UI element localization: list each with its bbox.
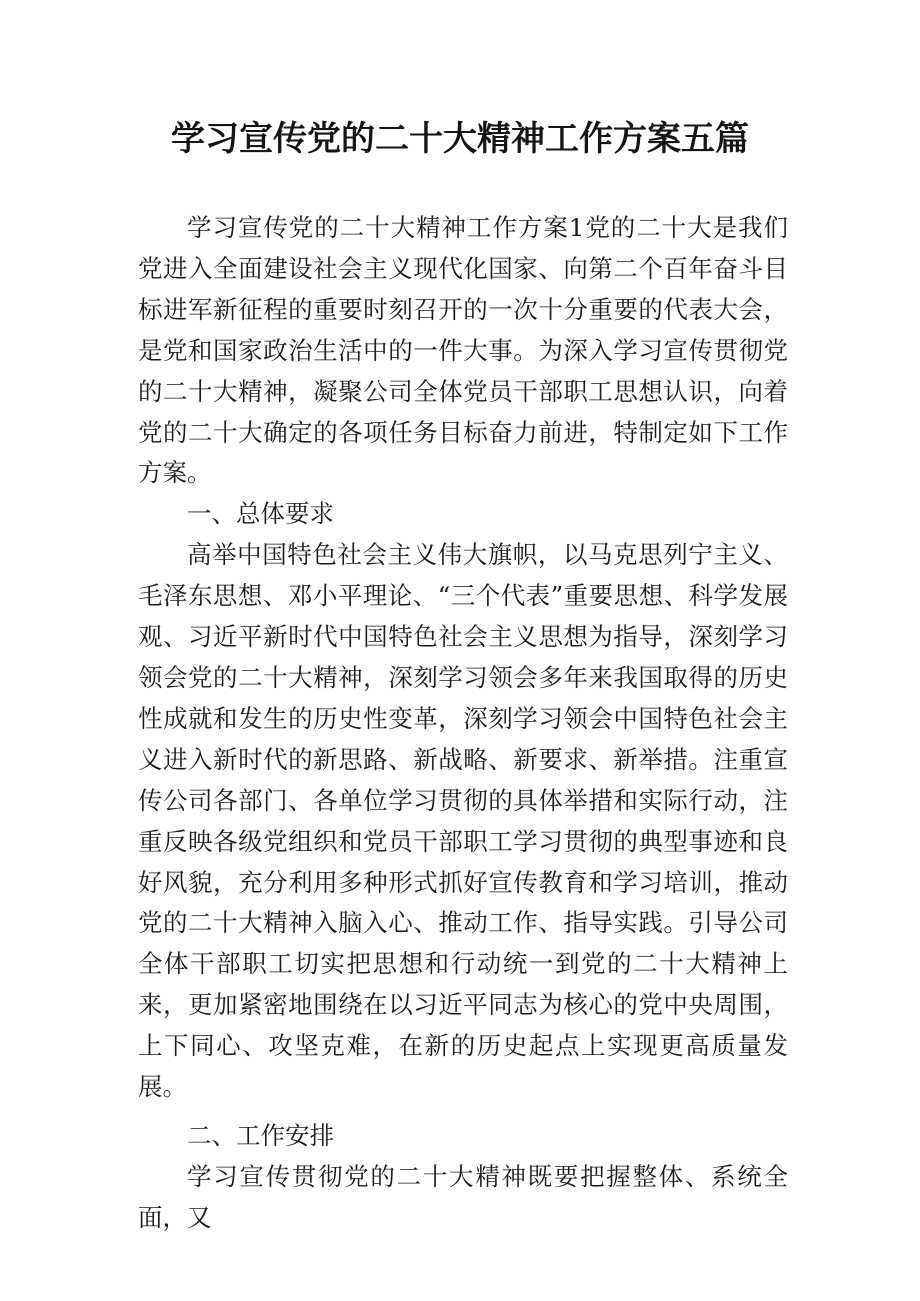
section-heading-work-arrangement: 二、工作安排 xyxy=(187,1120,334,1150)
paragraph-general-requirements: 高举中国特色社会主义伟大旗帜，以马克思列宁主义、毛泽东思想、邓小平理论、“三个代表”重要思想、科学发展观、习近平新时代中国特色社会主义思想为指导，深刻学习领会党的二十大精神，深刻学习领会多年来我国取得的历史性成就和发生的历史性变革，深刻学习领会中国特色社会主义进入新时代的新思路、新战略、新要求、新举措。注重宣传公司各部门、各单位学习贯彻的具体举措和实际行动，注重反映各级党组织和党员干部职工学习贯彻的典型事迹和良好风貌，充分利用多种形式抓好宣传教育和学习培训，推动党的二十大精神入脑入心、推动工作、指导实践。引导公司全体干部职工切实把思想和行动统一到党的二十大精神上来，更加紧密地围绕在以习近平同志为核心的党中央周围，上下同心、攻坚克难，在新的历史起点上实现更高质量发展。 xyxy=(138,540,788,1102)
paragraph-intro: 学习宣传党的二十大精神工作方案1党的二十大是我们党进入全面建设社会主义现代化国家、向第二个百年奋斗目标进军新征程的重要时刻召开的一次十分重要的代表大会，是党和国家政治生活中的一件大事。为深入学习宣传贯彻党的二十大精神，凝聚公司全体党员干部职工思想认识，向着党的二十大确定的各项任务目标奋力前进，特制定如下工作方案。 xyxy=(138,213,788,488)
paragraph-work-arrangement: 学习宣传贯彻党的二十大精神既要把握整体、系统全面，又 xyxy=(138,1161,788,1232)
document-title: 学习宣传党的二十大精神工作方案五篇 xyxy=(171,119,749,159)
document-body xyxy=(138,208,788,1239)
section-heading-general-requirements: 一、总体要求 xyxy=(187,499,334,529)
